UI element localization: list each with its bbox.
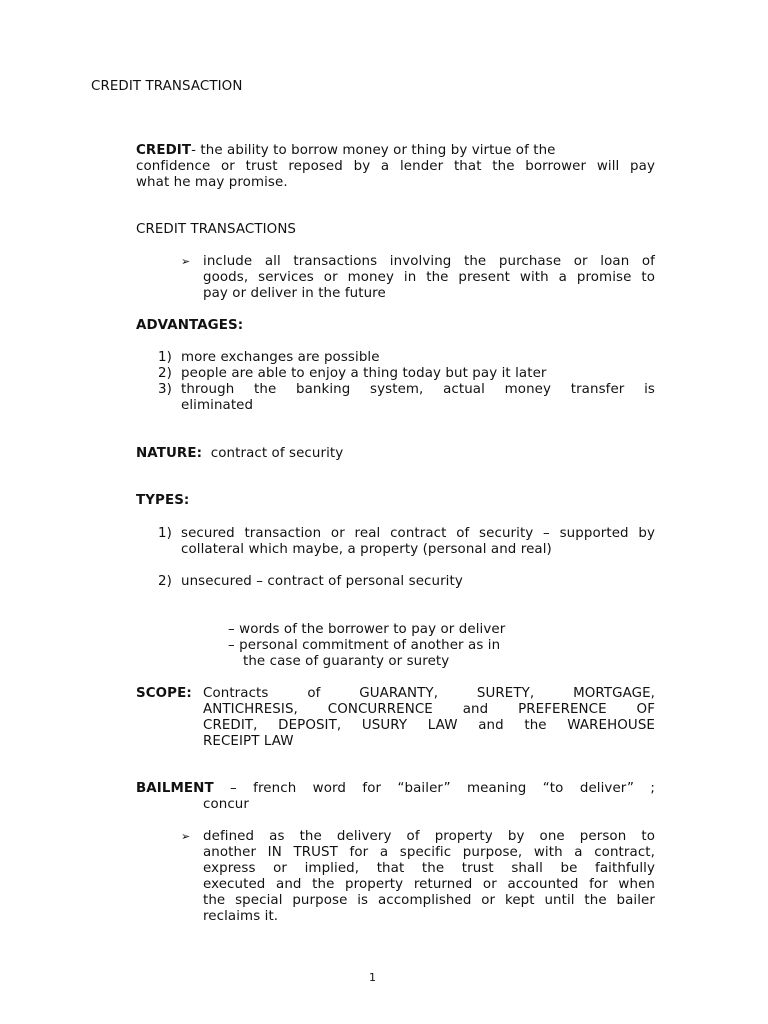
bailment-definition-line-2: another IN TRUST for a specific purpose, with a contract, <box>203 845 655 860</box>
credit-definition-text: - the ability to borrow money or thing by virtue of the <box>191 143 556 158</box>
page-title: CREDIT TRANSACTION <box>91 79 243 94</box>
credit-transactions-line-3: pay or deliver in the future <box>203 286 386 301</box>
arrow-bullet-icon: ➢ <box>181 830 191 843</box>
types-item-2-line-1: unsecured – contract of personal security <box>181 574 463 589</box>
bailment-definition-line-6: reclaims it. <box>203 909 279 924</box>
bailment-line-1: – french word for “bailer” meaning “to deliver” ; <box>230 781 655 796</box>
bailment-line-2: concur <box>203 797 249 812</box>
list-item-number: 2) <box>158 366 172 381</box>
types-heading: TYPES: <box>136 493 190 508</box>
scope-line-3: CREDIT, DEPOSIT, USURY LAW and the WAREHOUSE <box>203 718 655 733</box>
page-number: 1 <box>369 971 377 984</box>
nature-text: contract of security <box>210 446 344 461</box>
types-sub-line-1: – words of the borrower to pay or deliver <box>228 622 506 637</box>
advantages-heading: ADVANTAGES: <box>136 318 244 333</box>
arrow-bullet-icon: ➢ <box>181 255 191 268</box>
credit-transactions-line-2: goods, services or money in the present with a promise to <box>203 270 655 285</box>
list-item: more exchanges are possible <box>181 350 380 365</box>
list-item-number: 3) <box>158 382 172 397</box>
bailment-definition-line-1: defined as the delivery of property by one person to <box>203 829 655 844</box>
bailment-term: BAILMENT <box>136 781 214 796</box>
nature-line <box>136 446 343 462</box>
scope-line-1: Contracts of GUARANTY, SURETY, MORTGAGE, <box>203 686 655 701</box>
bailment-definition-line-5: the special purpose is accomplished or kept until the bailer <box>203 893 655 908</box>
credit-definition-line-2: confidence or trust reposed by a lender that the borrower will pay <box>136 159 655 174</box>
nature-label: NATURE: <box>136 446 203 461</box>
scope-line-2: ANTICHRESIS, CONCURRENCE and PREFERENCE OF <box>203 702 655 717</box>
credit-transactions-heading: CREDIT TRANSACTIONS <box>136 222 297 237</box>
scope-line-4: RECEIPT LAW <box>203 734 294 749</box>
types-sub-line-3: the case of guaranty or surety <box>243 654 450 669</box>
credit-term: CREDIT <box>136 143 192 158</box>
list-item: people are able to enjoy a thing today but pay it later <box>181 366 547 381</box>
list-item-number: 1) <box>158 350 172 365</box>
credit-definition-line-3: what he may promise. <box>136 175 288 190</box>
types-item-1-line-2: collateral which maybe, a property (personal and real) <box>181 542 552 557</box>
bailment-definition-line-3: express or implied, that the trust shall be faithfully <box>203 861 655 876</box>
list-item: through the banking system, actual money transfer is <box>181 382 655 397</box>
types-sub-line-2: – personal commitment of another as in <box>228 638 501 653</box>
credit-transactions-line-1: include all transactions involving the purchase or loan of <box>203 254 655 269</box>
list-item-number: 2) <box>158 574 172 589</box>
list-item-continuation: eliminated <box>181 398 254 413</box>
types-item-1-line-1: secured transaction or real contract of security – supported by <box>181 526 655 541</box>
bailment-definition-line-4: executed and the property returned or accounted for when <box>203 877 655 892</box>
list-item-number: 1) <box>158 526 172 541</box>
credit-definition-line-1 <box>136 143 556 159</box>
scope-label: SCOPE: <box>136 686 192 701</box>
